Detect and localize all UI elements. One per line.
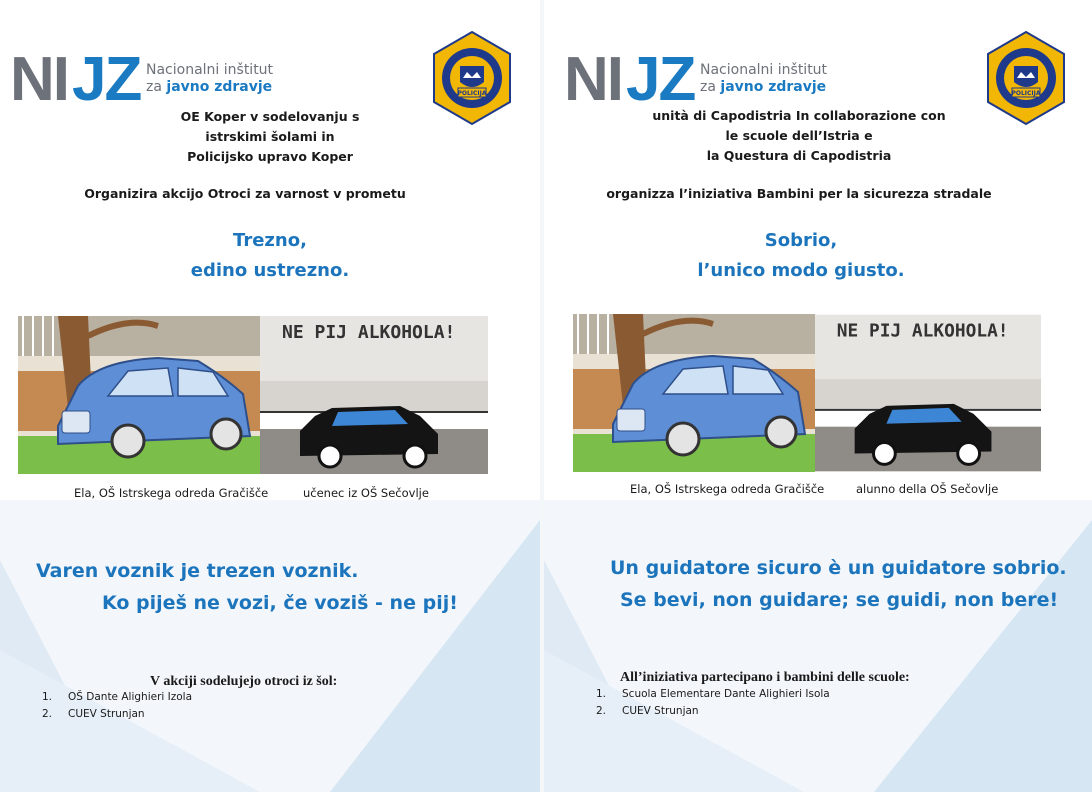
slogan: Sobrio, l’unico modo giusto. [697,230,905,281]
list-item: 2. CUEV Strunjan [42,708,145,720]
svg-text:POLICIJA: POLICIJA [1011,90,1041,97]
institute-name-line2: za javno zdravje [700,79,827,95]
intro-text: OE Koper v sodelovanju s istrskimi šolami in Policijsko upravo Koper [180,109,360,164]
poster-slovenian [0,0,540,792]
message-line2: Ko piješ ne vozi, če voziš - ne pij! [102,592,458,614]
caption-right: učenec iz OŠ Sečovlje [303,486,429,500]
institute-name-line2: za javno zdravje [146,79,273,95]
schools-list [42,689,192,723]
list-item: 2. CUEV Strunjan [596,705,699,717]
drawing-blue-car [573,314,815,472]
drawing-blue-car [18,316,260,474]
caption-left: Ela, OŠ Istrskega odreda Gračišče [630,482,825,496]
schools-list [596,686,830,720]
caption-left: Ela, OŠ Istrskega odreda Gračišče [74,486,269,500]
nijz-mark-icon [10,45,141,114]
institute-name-line1: Nacionalni inštitut [700,62,828,78]
svg-text:JZ: JZ [72,45,141,114]
children-drawings [18,316,488,474]
schools-title: V akciji sodelujejo otroci iz šol: [150,674,338,689]
svg-text:NI: NI [10,45,68,114]
schools-title: All’iniziativa partecipano i bambini delle scuole: [620,670,910,685]
children-drawings [573,314,1041,472]
svg-text:JZ: JZ [626,45,695,114]
drawing-black-car [260,316,488,474]
drawing-black-car [815,314,1041,472]
message-line1: Varen voznik je trezen voznik. [36,560,359,582]
action-title: organizza l’iniziativa Bambini per la sicurezza stradale [606,186,992,201]
svg-text:NE PIJ ALKOHOLA!: NE PIJ ALKOHOLA! [282,322,456,343]
nijz-logo [564,46,827,112]
intro-text: unità di Capodistria In collaborazione con le scuole dell’Istria e la Questura di Capodistria [652,108,946,163]
list-item: 1. OŠ Dante Alighieri Izola [42,691,193,703]
caption-right: alunno della OŠ Sečovlje [856,482,999,496]
slogan: Trezno, edino ustrezno. [190,230,350,281]
message-line1: Un guidatore sicuro è un guidatore sobrio. [610,557,1067,579]
institute-name-line1: Nacionalni inštitut [146,62,274,78]
message-line2: Se bevi, non guidare; se guidi, non bere! [620,589,1059,611]
nijz-logo [10,46,273,112]
action-title: Organizira akcijo Otroci za varnost v prometu [84,186,406,201]
svg-text:POLICIJA: POLICIJA [457,90,487,97]
svg-text:NI: NI [564,45,622,114]
svg-text:NE PIJ ALKOHOLA!: NE PIJ ALKOHOLA! [836,320,1009,342]
list-item: 1. Scuola Elementare Dante Alighieri Isola [596,688,830,700]
poster-italian [544,0,1092,792]
nijz-mark-icon [564,45,695,114]
